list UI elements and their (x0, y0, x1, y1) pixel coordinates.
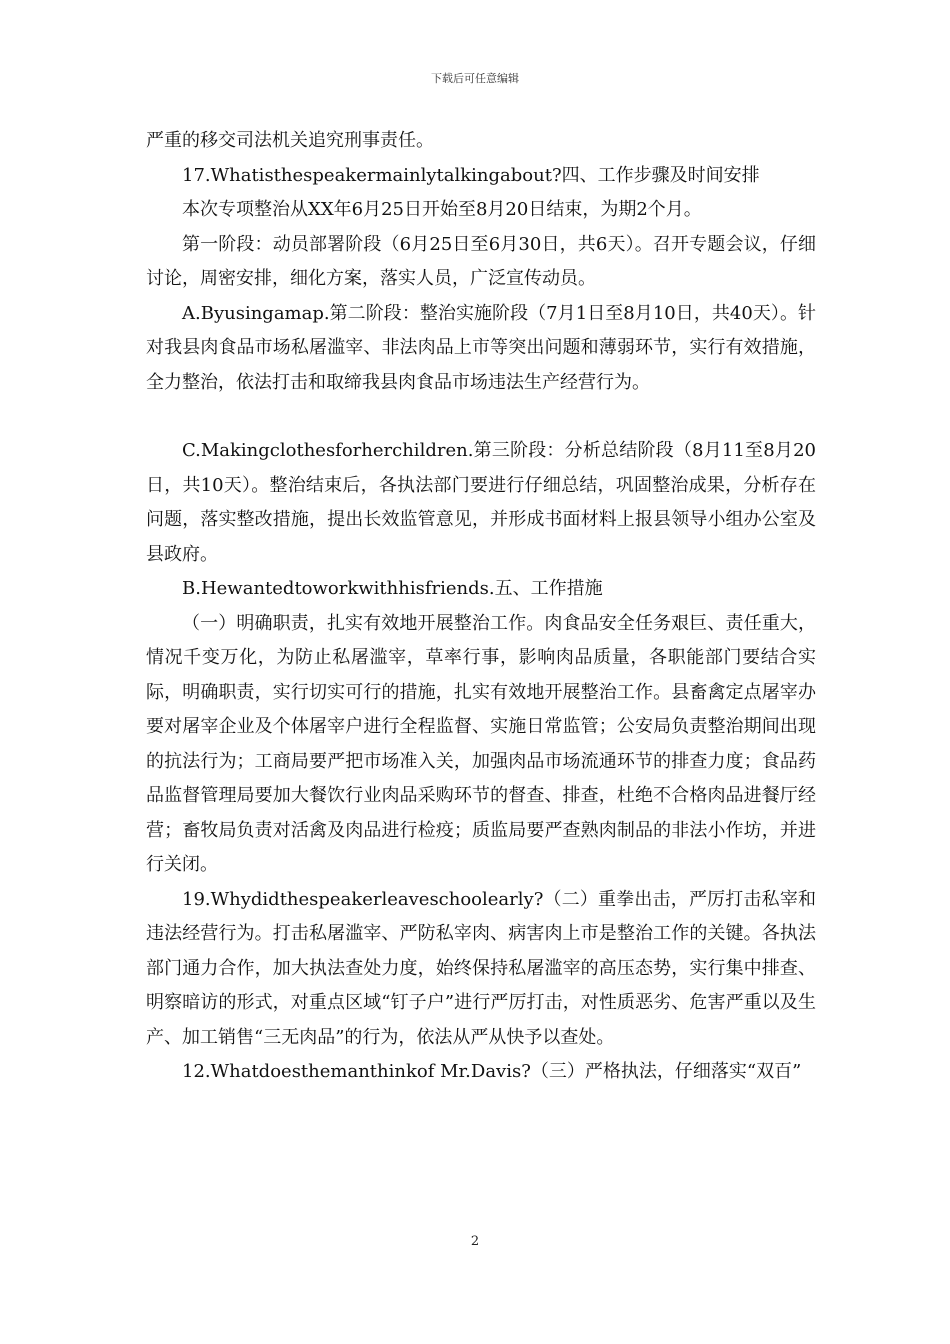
paragraph-1: 严重的移交司法机关追究刑事责任。 (146, 130, 434, 151)
paragraph-4: 第一阶段：动员部署阶段（6月25日至6月30日，共6天）。召开专题会议，仔细讨论，周密安排，细化方案，落实人员，广泛宣传动员。 (146, 233, 816, 289)
document-body (146, 124, 816, 1090)
page-number: 2 (470, 1234, 480, 1249)
paragraph-9: 19.Whydidthespeakerleaveschoolearly?（二）重拳出击，严厉打击私宰和违法经营行为。打击私屠滥宰、严防私宰肉、病害肉上市是整治工作的关键。各执法部门通力合作，加大执法查处力度，始终保持私屠滥宰的高压态势，实行集中排查、明察暗访的形式，对重点区域“钉子户”进行严厉打击，对性质恶劣、危害严重以及生产、加工销售“三无肉品”的行为，依法从严从快予以查处。 (146, 888, 816, 1048)
paragraph-3: 本次专项整治从XX年6月25日开始至8月20日结束，为期2个月。 (182, 199, 702, 220)
paragraph-2: 17.Whatisthespeakermainlytalkingabout?四、工作步骤及时间安排 (182, 164, 760, 186)
paragraph-5: A.Byusingamap.第二阶段：整治实施阶段（7月1日至8月10日，共40天）。针对我县肉食品市场私屠滥宰、非法肉品上市等突出问题和薄弱环节，实行有效措施，全力整治，依法打击和取缔我县肉食品市场违法生产经营行为。 (146, 302, 816, 393)
blank-line (146, 400, 816, 434)
paragraph-7: B.Hewantedtoworkwithhisfriends.五、工作措施 (182, 578, 603, 599)
page-header: 下载后可任意编辑 (431, 72, 519, 85)
paragraph-10: 12.Whatdoesthemanthinkof Mr.Davis?（三）严格执法，仔细落实“双百” (182, 1061, 802, 1082)
paragraph-6: C.Makingclothesforherchildren.第三阶段：分析总结阶段（8月11至8月20日，共10天）。整治结束后，各执法部门要进行仔细总结，巩固整治成果，分析存在问题，落实整改措施，提出长效监管意见，并形成书面材料上报县领导小组办公室及县政府。 (146, 440, 816, 565)
paragraph-8: （一）明确职责，扎实有效地开展整治工作。肉食品安全任务艰巨、责任重大，情况千变万化，为防止私屠滥宰，草率行事，影响肉品质量，各职能部门要结合实际，明确职责，实行切实可行的措施，扎实有效地开展整治工作。县畜禽定点屠宰办要对屠宰企业及个体屠宰户进行全程监督、实施日常监管；公安局负责整治期间出现的抗法行为；工商局要严把市场准入关，加强肉品市场流通环节的排查力度；食品药品监督管理局要加大餐饮行业肉品采购环节的督查、排查，杜绝不合格肉品进餐厅经营；畜牧局负责对活禽及肉品进行检疫；质监局要严查熟肉制品的非法小作坊，并进行关闭。 (146, 612, 816, 875)
